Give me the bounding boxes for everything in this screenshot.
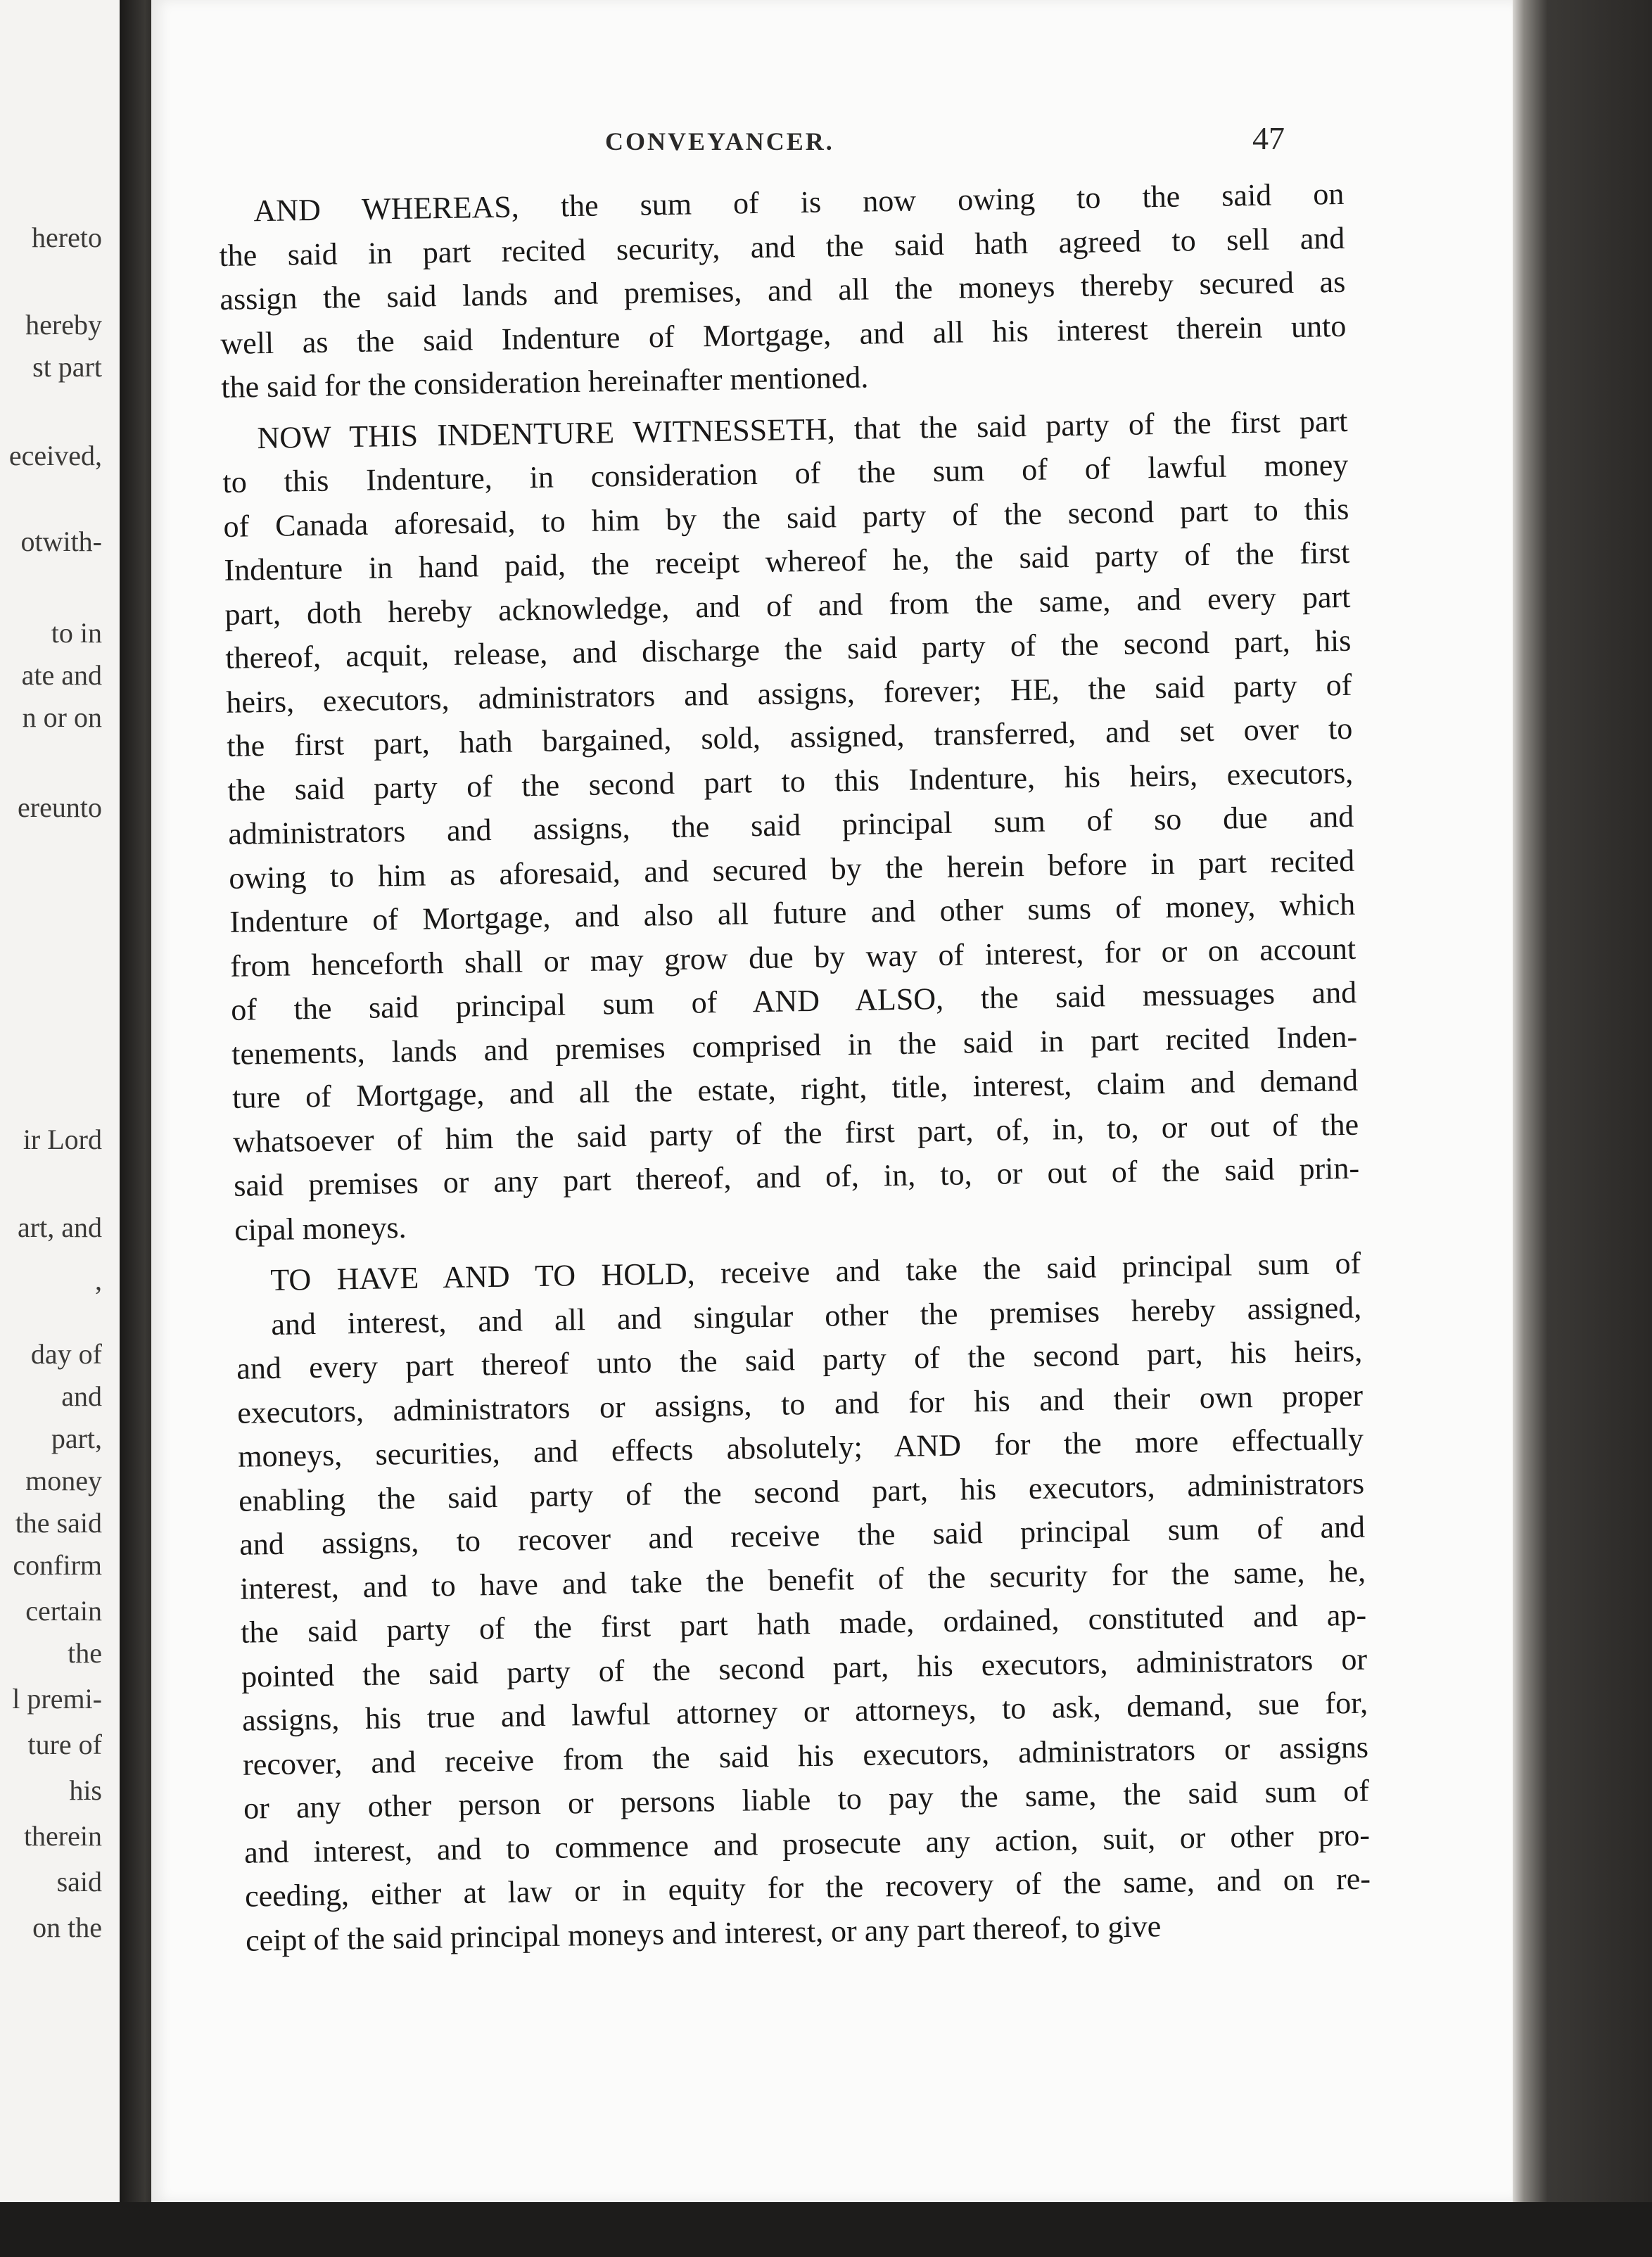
facing-page-fragment: on the <box>32 1912 102 1943</box>
text-line: ceipt of the said principal moneys and interest, or any part thereof, to give <box>245 1908 1162 1958</box>
facing-page-fragment: n or on <box>22 701 102 733</box>
text-line: tenements, lands and premises comprised in the said in part recited Inden- <box>231 1019 1358 1072</box>
text-line: the said party of the first part hath made, ordained, constituted and ap- <box>240 1597 1367 1650</box>
text-line: cipal moneys. <box>234 1209 407 1247</box>
text-line: and assigns, to recover and receive the said principal sum of and <box>239 1509 1366 1562</box>
text-line: executors, administrators or assigns, to and for his and their own proper <box>236 1378 1364 1430</box>
text-line: thereof, acquit, release, and discharge the said party of the second part, his <box>225 623 1352 675</box>
facing-page-fragment: hereto <box>32 222 102 253</box>
text-line: from henceforth shall or may grow due by way of interest, for or on account <box>229 931 1356 984</box>
facing-page-fragment: l premi- <box>12 1683 102 1715</box>
facing-page-fragment: confirm <box>13 1549 102 1581</box>
text-line: pointed the said party of the second part, his executors, administrators or <box>241 1641 1368 1694</box>
text-line: interest, and to have and take the benefit of the security for the same, he, <box>239 1553 1366 1606</box>
text-line: heirs, executors, administrators and assigns, forever; HE, the said party of <box>226 667 1352 720</box>
facing-page-fragment: st part <box>32 351 102 383</box>
text-line: or any other person or persons liable to pay the same, the said sum of <box>243 1773 1370 1826</box>
text-line: enabling the said party of the second part, his executors, administrators <box>238 1466 1365 1518</box>
facing-page-fragment: to in <box>51 617 102 649</box>
text-line: the said in part recited security, and the said hath agreed to sell and <box>219 220 1345 273</box>
text-line: and every part thereof unto the said party of the second part, his heirs, <box>236 1333 1363 1386</box>
facing-page-fragment: ture of <box>27 1729 102 1760</box>
text-line: the first part, hath bargained, sold, assigned, transferred, and set over to <box>227 711 1353 763</box>
facing-page-fragment: ereunto <box>18 791 102 823</box>
facing-page-fragment: hereby <box>25 309 102 341</box>
paragraph <box>222 399 1360 1252</box>
paragraph <box>218 172 1347 410</box>
facing-page-fragment: the <box>68 1637 102 1669</box>
text-line: TO HAVE AND TO HOLD, receive and take the said principal sum of <box>269 1245 1361 1298</box>
body-text <box>218 172 1371 1963</box>
text-line: whatsoever of him the said party of the first part, of, in, to, or out of the <box>232 1107 1359 1159</box>
facing-page-fragment: eceived, <box>8 440 102 471</box>
facing-page-fragment: art, and <box>18 1212 102 1243</box>
text-line: the said party of the second part to this Indenture, his heirs, executors, <box>227 755 1354 808</box>
text-line: NOW THIS INDENTURE WITNESSETH, that the said party of the first part <box>257 403 1348 455</box>
text-line: moneys, securities, and effects absolutely; AND for the more effectually <box>237 1421 1364 1474</box>
text-line: recover, and receive from the said his executors, administrators or assigns <box>242 1729 1369 1782</box>
page-number: 47 <box>1252 120 1285 156</box>
text-line: the said for the consideration hereinafter mentioned. <box>221 360 869 405</box>
facing-page-fragment: ate and <box>21 659 102 691</box>
text-line: Indenture of Mortgage, and also all future and other sums of money, which <box>229 886 1356 939</box>
text-line: AND WHEREAS, the sum of is now owing to the said on <box>253 176 1345 229</box>
text-line: well as the said Indenture of Mortgage, and all his interest therein unto <box>220 308 1347 361</box>
text-line: ceeding, either at law or in equity for the recovery of the same, and on re- <box>244 1861 1371 1914</box>
facing-page-fragment: the said <box>15 1507 102 1539</box>
text-line: assign the said lands and premises, and all the moneys thereby secured as <box>220 264 1346 317</box>
text-line: to this Indenture, in consideration of the sum of of lawful money <box>222 447 1349 500</box>
facing-page-fragment: therein <box>23 1820 102 1852</box>
facing-page-fragment: his <box>69 1774 102 1806</box>
paragraph <box>235 1242 1372 1963</box>
facing-page-fragment: part, <box>51 1423 102 1454</box>
facing-page-fragment: otwith- <box>20 526 102 557</box>
running-head: CONVEYANCER. <box>605 127 834 155</box>
text-line: Indenture in hand paid, the receipt whereof he, the said party of the first <box>224 535 1350 587</box>
text-line: ture of Mortgage, and all the estate, right, title, interest, claim and demand <box>231 1062 1359 1115</box>
text-line: and interest, and all and singular other the premises hereby assigned, <box>270 1290 1362 1342</box>
page-edge-bottom <box>0 2202 1652 2257</box>
facing-page-fragment: ir Lord <box>23 1124 102 1155</box>
text-line: of the said principal sum of AND ALSO, the said messuages and <box>230 974 1357 1027</box>
text-line: of Canada aforesaid, to him by the said party of the second part to this <box>223 491 1349 544</box>
text-line: administrators and assigns, the said principal sum of so due and <box>227 799 1354 851</box>
text-line: part, doth hereby acknowledge, and of and from the same, and every part <box>224 579 1351 632</box>
facing-page-fragment: , <box>95 1264 102 1296</box>
text-line: owing to him as aforesaid, and secured by the herein before in part recited <box>228 843 1355 896</box>
text-line: and interest, and to commence and prosecute any action, suit, or other pro- <box>243 1817 1371 1870</box>
text-line: said premises or any part thereof, and of, in, to, or out of the said prin- <box>233 1150 1360 1203</box>
facing-page-fragment: certain <box>25 1595 102 1627</box>
facing-page-fragment: and <box>61 1380 102 1412</box>
page-edge-right <box>1513 0 1652 2257</box>
facing-page-fragment: said <box>56 1866 102 1897</box>
facing-page-fragment: money <box>25 1465 102 1496</box>
text-line: assigns, his true and lawful attorney or attorneys, to ask, demand, sue for, <box>241 1685 1368 1738</box>
facing-page-fragment: day of <box>30 1338 102 1370</box>
